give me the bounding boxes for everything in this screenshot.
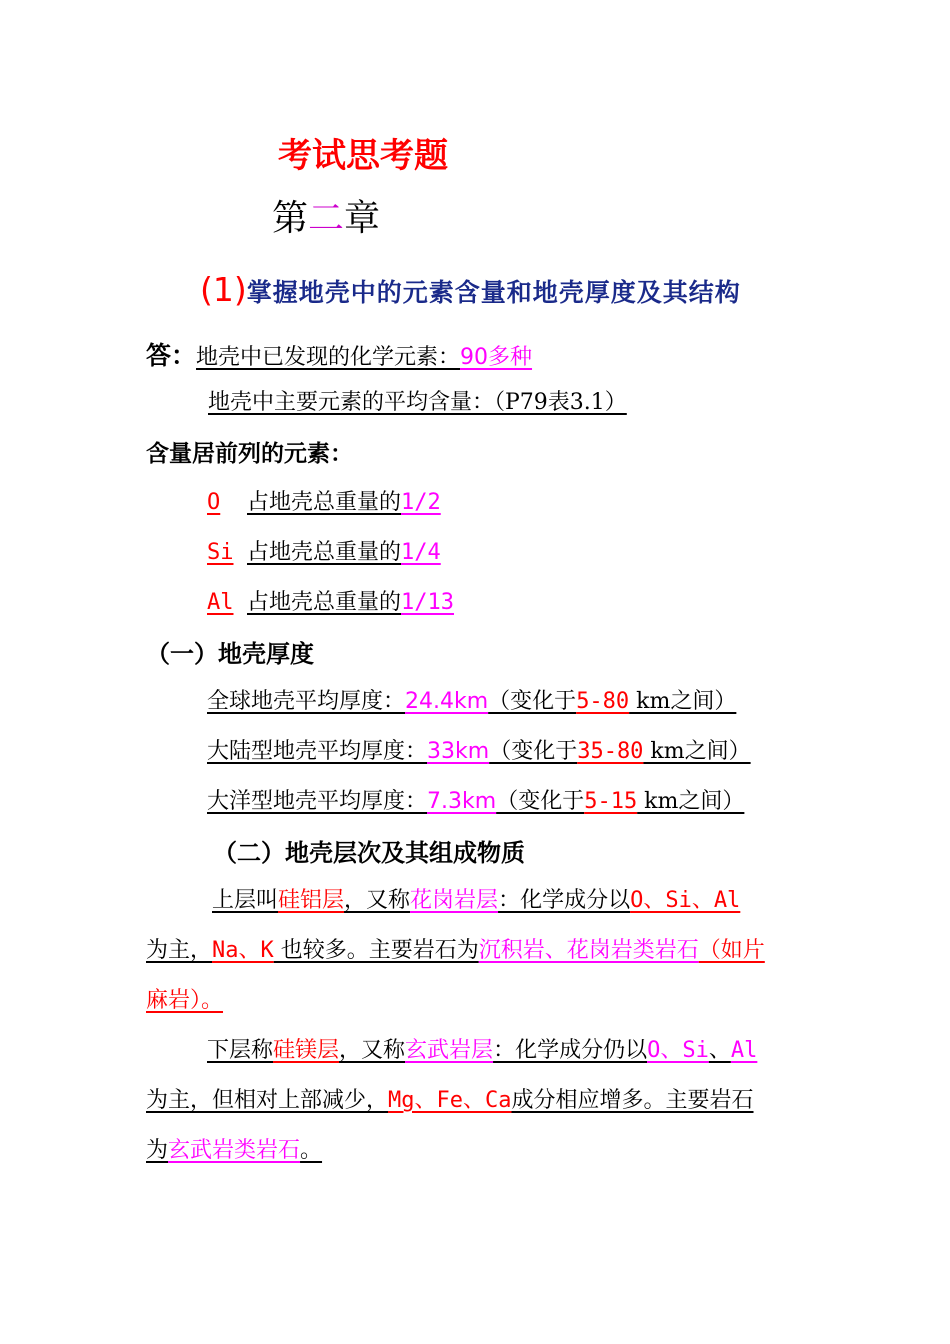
element-symbol: Al [207,590,234,615]
element-row [195,485,441,516]
element-row [195,585,454,616]
thickness-range: 35-80 [577,739,644,764]
lower-text-2: ，又称 [339,1038,406,1063]
answer-line-average [146,385,627,416]
lower-rocks-end: 。 [300,1138,323,1163]
question-line [200,270,741,309]
upper-text-5: 也较多。主要岩石为 [273,938,479,963]
lower-text-6: 为 [146,1138,169,1163]
upper-rocks-tail: （如片 [698,938,765,963]
element-desc: 占地壳总重量的 [247,490,402,515]
element-desc: 占地壳总重量的 [247,590,402,615]
question-text: 掌握地壳中的元素含量和地壳厚度及其结构 [246,278,741,307]
thickness-end: km之间） [629,689,737,714]
lower-layer-name: 硅镁层 [273,1038,340,1063]
thickness-end: km之间） [643,739,751,764]
upper-layer-line-3 [146,983,239,1014]
chapter-heading [272,190,380,241]
lower-layer-alias: 玄武岩层 [405,1038,494,1063]
lower-layer-line-1 [207,1033,757,1064]
lower-text-1: 下层称 [207,1038,274,1063]
upper-text-3: ：化学成分以 [498,888,631,913]
element-fraction: 1/4 [401,540,441,565]
average-content-text: 地壳中主要元素的平均含量：（P79表3.1） [208,390,627,415]
lower-elements-sep: 、 [708,1038,731,1063]
thickness-label: 大陆型地壳平均厚度： [207,739,428,764]
lower-layer-line-3 [146,1133,334,1164]
section-thickness-heading: （一）地壳厚度 [146,640,314,668]
lower-text-3: ：化学成分仍以 [493,1038,648,1063]
upper-text-1: 上层叫 [212,888,279,913]
element-fraction: 1/2 [401,490,441,515]
upper-layer-line-1 [212,883,740,914]
upper-rocks-tail-2: 麻岩）。 [146,988,224,1013]
thickness-value: 33km [427,739,490,764]
found-elements-text: 地壳中已发现的化学元素： [196,345,461,370]
question-number: (1) [200,270,247,309]
thickness-label: 全球地壳平均厚度： [207,689,406,714]
thickness-value: 24.4km [405,689,489,714]
thickness-row [207,734,751,765]
answer-label: 答： [146,341,197,370]
lower-text-5: 成分相应增多。主要岩石 [511,1088,754,1113]
lower-elements: O、Si [647,1038,709,1063]
upper-elements: O、Si、Al [630,888,741,913]
thickness-mid: （变化于 [488,689,577,714]
lower-text-4: 为主，但相对上部减少， [146,1088,389,1113]
thickness-mid: （变化于 [489,739,578,764]
chapter-number: 二 [308,198,345,239]
chapter-suffix: 章 [344,198,381,239]
element-symbol: Si [207,540,234,565]
answer-line-found [146,336,532,372]
thickness-label: 大洋型地壳平均厚度： [207,789,428,814]
thickness-value: 7.3km [427,789,497,814]
thickness-end: km之间） [637,789,745,814]
thickness-row [207,784,744,815]
lower-layer-line-2 [146,1083,754,1114]
thickness-mid: （变化于 [496,789,585,814]
upper-rocks: 沉积岩、花岗岩类岩石 [478,938,699,963]
lower-elements-end: Al [730,1038,758,1063]
lower-elements-2: Mg、Fe、Ca [388,1088,512,1113]
thickness-row [207,684,736,715]
page-title: 考试思考题 [278,136,448,176]
found-elements-value: 90多种 [460,345,533,370]
element-desc: 占地壳总重量的 [247,540,402,565]
upper-layer-alias: 花岗岩层 [410,888,499,913]
section-layers-heading: （二）地壳层次及其组成物质 [213,839,525,867]
upper-elements-2: Na、K [212,938,274,963]
lower-rocks: 玄武岩类岩石 [168,1138,301,1163]
thickness-range: 5-15 [584,789,638,814]
thickness-range: 5-80 [576,689,630,714]
upper-text-2: ，又称 [344,888,411,913]
upper-layer-line-2 [146,933,765,964]
element-fraction: 1/13 [401,590,454,615]
upper-text-4: 为主， [146,938,213,963]
top-elements-heading: 含量居前列的元素： [146,441,353,467]
element-symbol: O [207,490,221,515]
element-row [195,535,441,566]
chapter-prefix: 第 [272,198,309,239]
upper-layer-name: 硅铝层 [278,888,345,913]
